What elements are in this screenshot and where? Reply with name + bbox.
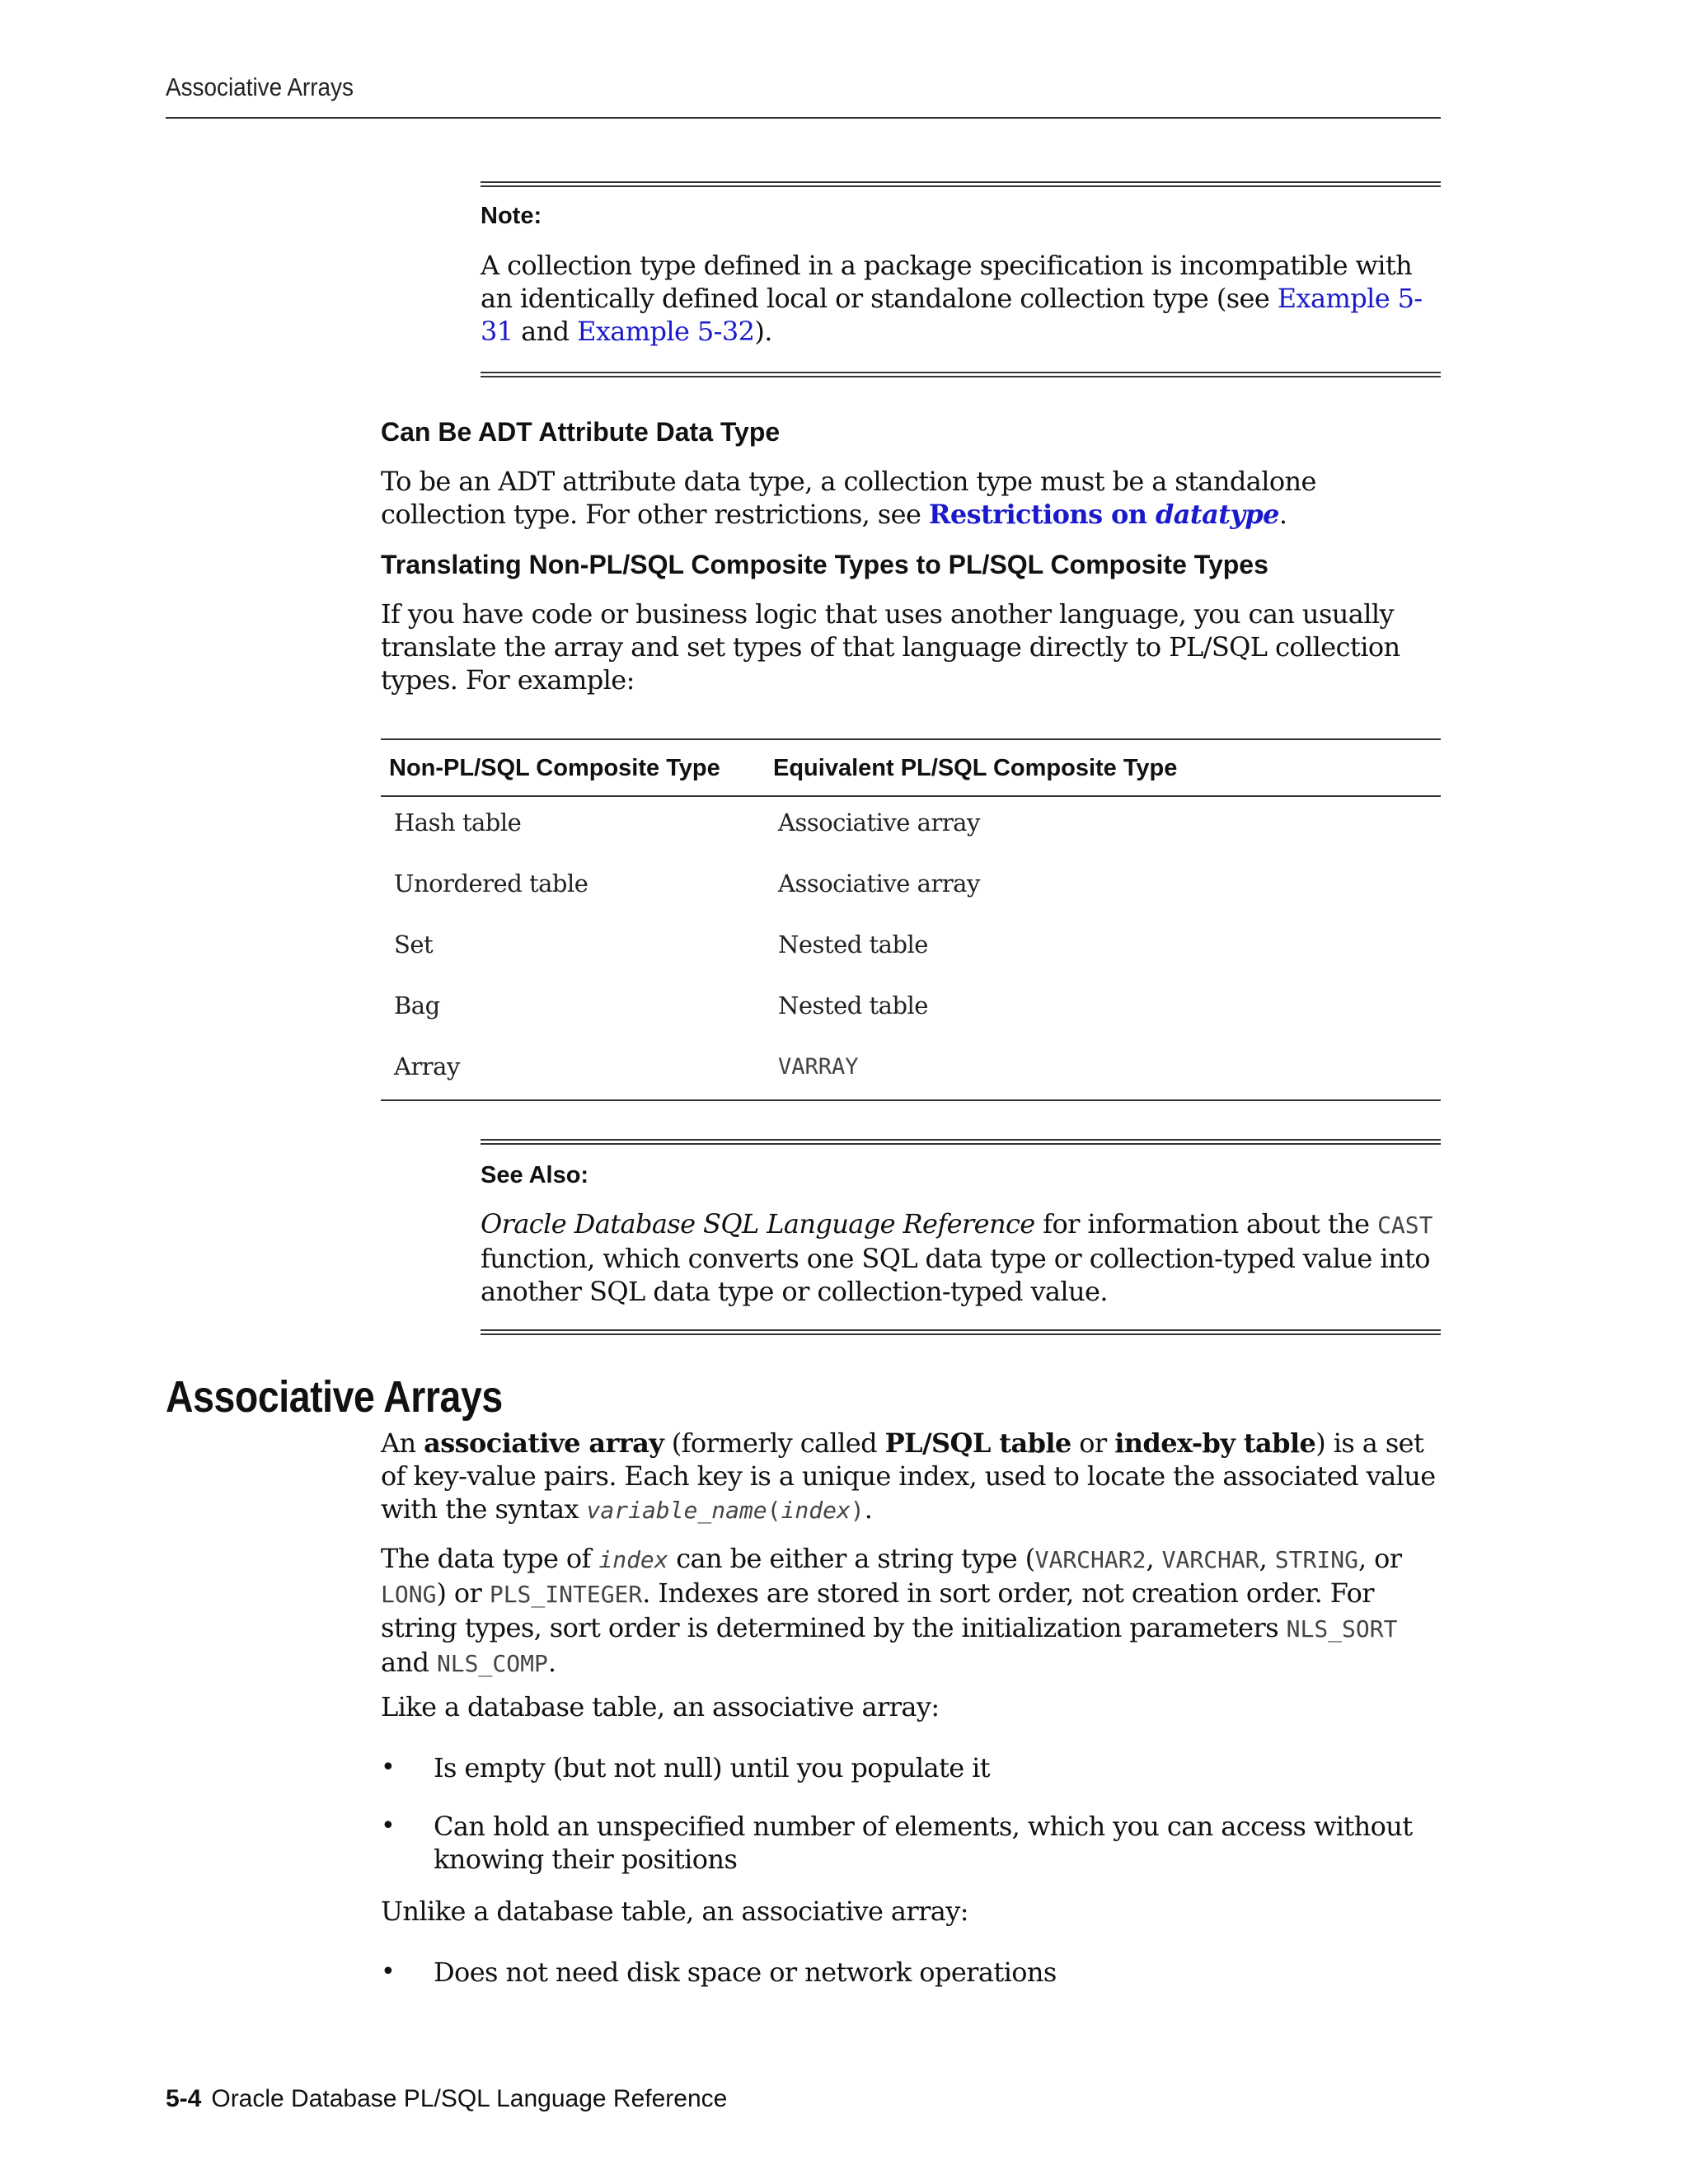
table-cell: Associative array — [778, 808, 980, 837]
book-title: Oracle Database PL/SQL Language Reference — [211, 2085, 728, 2112]
running-header: Associative Arrays — [166, 73, 354, 101]
note-top-rule — [481, 181, 1441, 187]
table-top-rule — [381, 738, 1441, 740]
restrictions-on-datatype-link[interactable]: Restrictions on datatype — [928, 499, 1279, 530]
page-number: 5-4 — [166, 2085, 202, 2112]
table-cell: Nested table — [778, 991, 928, 1019]
unlike-intro: Unlike a database table, an associative array: — [381, 1896, 968, 1927]
like-intro: Like a database table, an associative array: — [381, 1691, 940, 1722]
index-datatype-paragraph: The data type of index can be either a string type (VARCHAR2, VARCHAR, STRING, or LONG) or PLS_INTEGER. Indexes are stored in sort order, not creation order. For string types, sort order is determined by the initialization parameters NLS_SORT and NLS_COMP. — [381, 1543, 1402, 1678]
table-bottom-rule — [381, 1099, 1441, 1101]
translating-section-heading: Translating Non-PL/SQL Composite Types to PL/SQL Composite Types — [381, 550, 1268, 579]
table-cell: Unordered table — [394, 869, 588, 898]
note-bottom-rule — [481, 372, 1441, 377]
translating-section-text: If you have code or business logic that uses another language, you can usually translate the array and set types of that language directly to PL/SQL collection types. For example: — [381, 598, 1400, 696]
see-also-heading: See Also: — [481, 1162, 589, 1188]
table-cell: Hash table — [394, 808, 522, 837]
header-divider — [166, 117, 1441, 119]
example-5-32-link[interactable]: Example 5-32 — [577, 316, 755, 347]
table-cell: Set — [394, 930, 434, 958]
section-title: Associative Arrays — [166, 1372, 503, 1422]
table-cell: VARRAY — [778, 1054, 859, 1080]
see-also-top-rule — [481, 1139, 1441, 1145]
see-also-bottom-rule — [481, 1329, 1441, 1335]
table-cell: Array — [394, 1052, 460, 1080]
see-also-text: Oracle Database SQL Language Reference for information about the CAST function, which converts one SQL data type or collection-typed value into another SQL data type or collection-typed value. — [481, 1208, 1433, 1307]
table-header-rule — [381, 795, 1441, 797]
adt-section-text: To be an ADT attribute data type, a collection type must be a standalone collection type. For other restrictions, see Restrictions on datatype. — [381, 466, 1316, 530]
sql-reference-title: Oracle Database SQL Language Reference — [481, 1208, 1035, 1240]
bullet-glyph: • — [381, 1811, 396, 1840]
note-heading: Note: — [481, 203, 542, 229]
bullet-glyph: • — [381, 1753, 396, 1782]
note-text: A collection type defined in a package specification is incompatible with an identically defined local or standalone collection type (see Example 5-31 and Example 5-32). — [481, 250, 1423, 347]
table-cell: Bag — [394, 991, 440, 1019]
bullet-glyph: • — [381, 1957, 396, 1986]
table-header-plsql: Equivalent PL/SQL Composite Type — [773, 755, 1178, 781]
example-5-31-link[interactable]: Example 5-31 — [481, 283, 1423, 347]
table-header-non-plsql: Non-PL/SQL Composite Type — [389, 755, 720, 781]
list-item-text: Is empty (but not null) until you populate it — [434, 1752, 991, 1783]
page-footer — [166, 2085, 727, 2113]
assoc-intro-paragraph: An associative array (formerly called PL/SQL table or index-by table) is a set of key-value pairs. Each key is a unique index, used to locate the associated value with the syntax variable_name(index). — [381, 1427, 1436, 1525]
list-item-text: Can hold an unspecified number of elements, which you can access without knowing their positions — [434, 1811, 1413, 1875]
adt-section-heading: Can Be ADT Attribute Data Type — [381, 417, 781, 447]
table-cell: Associative array — [778, 869, 980, 898]
list-item-text: Does not need disk space or network operations — [434, 1957, 1057, 1988]
table-cell: Nested table — [778, 930, 928, 958]
